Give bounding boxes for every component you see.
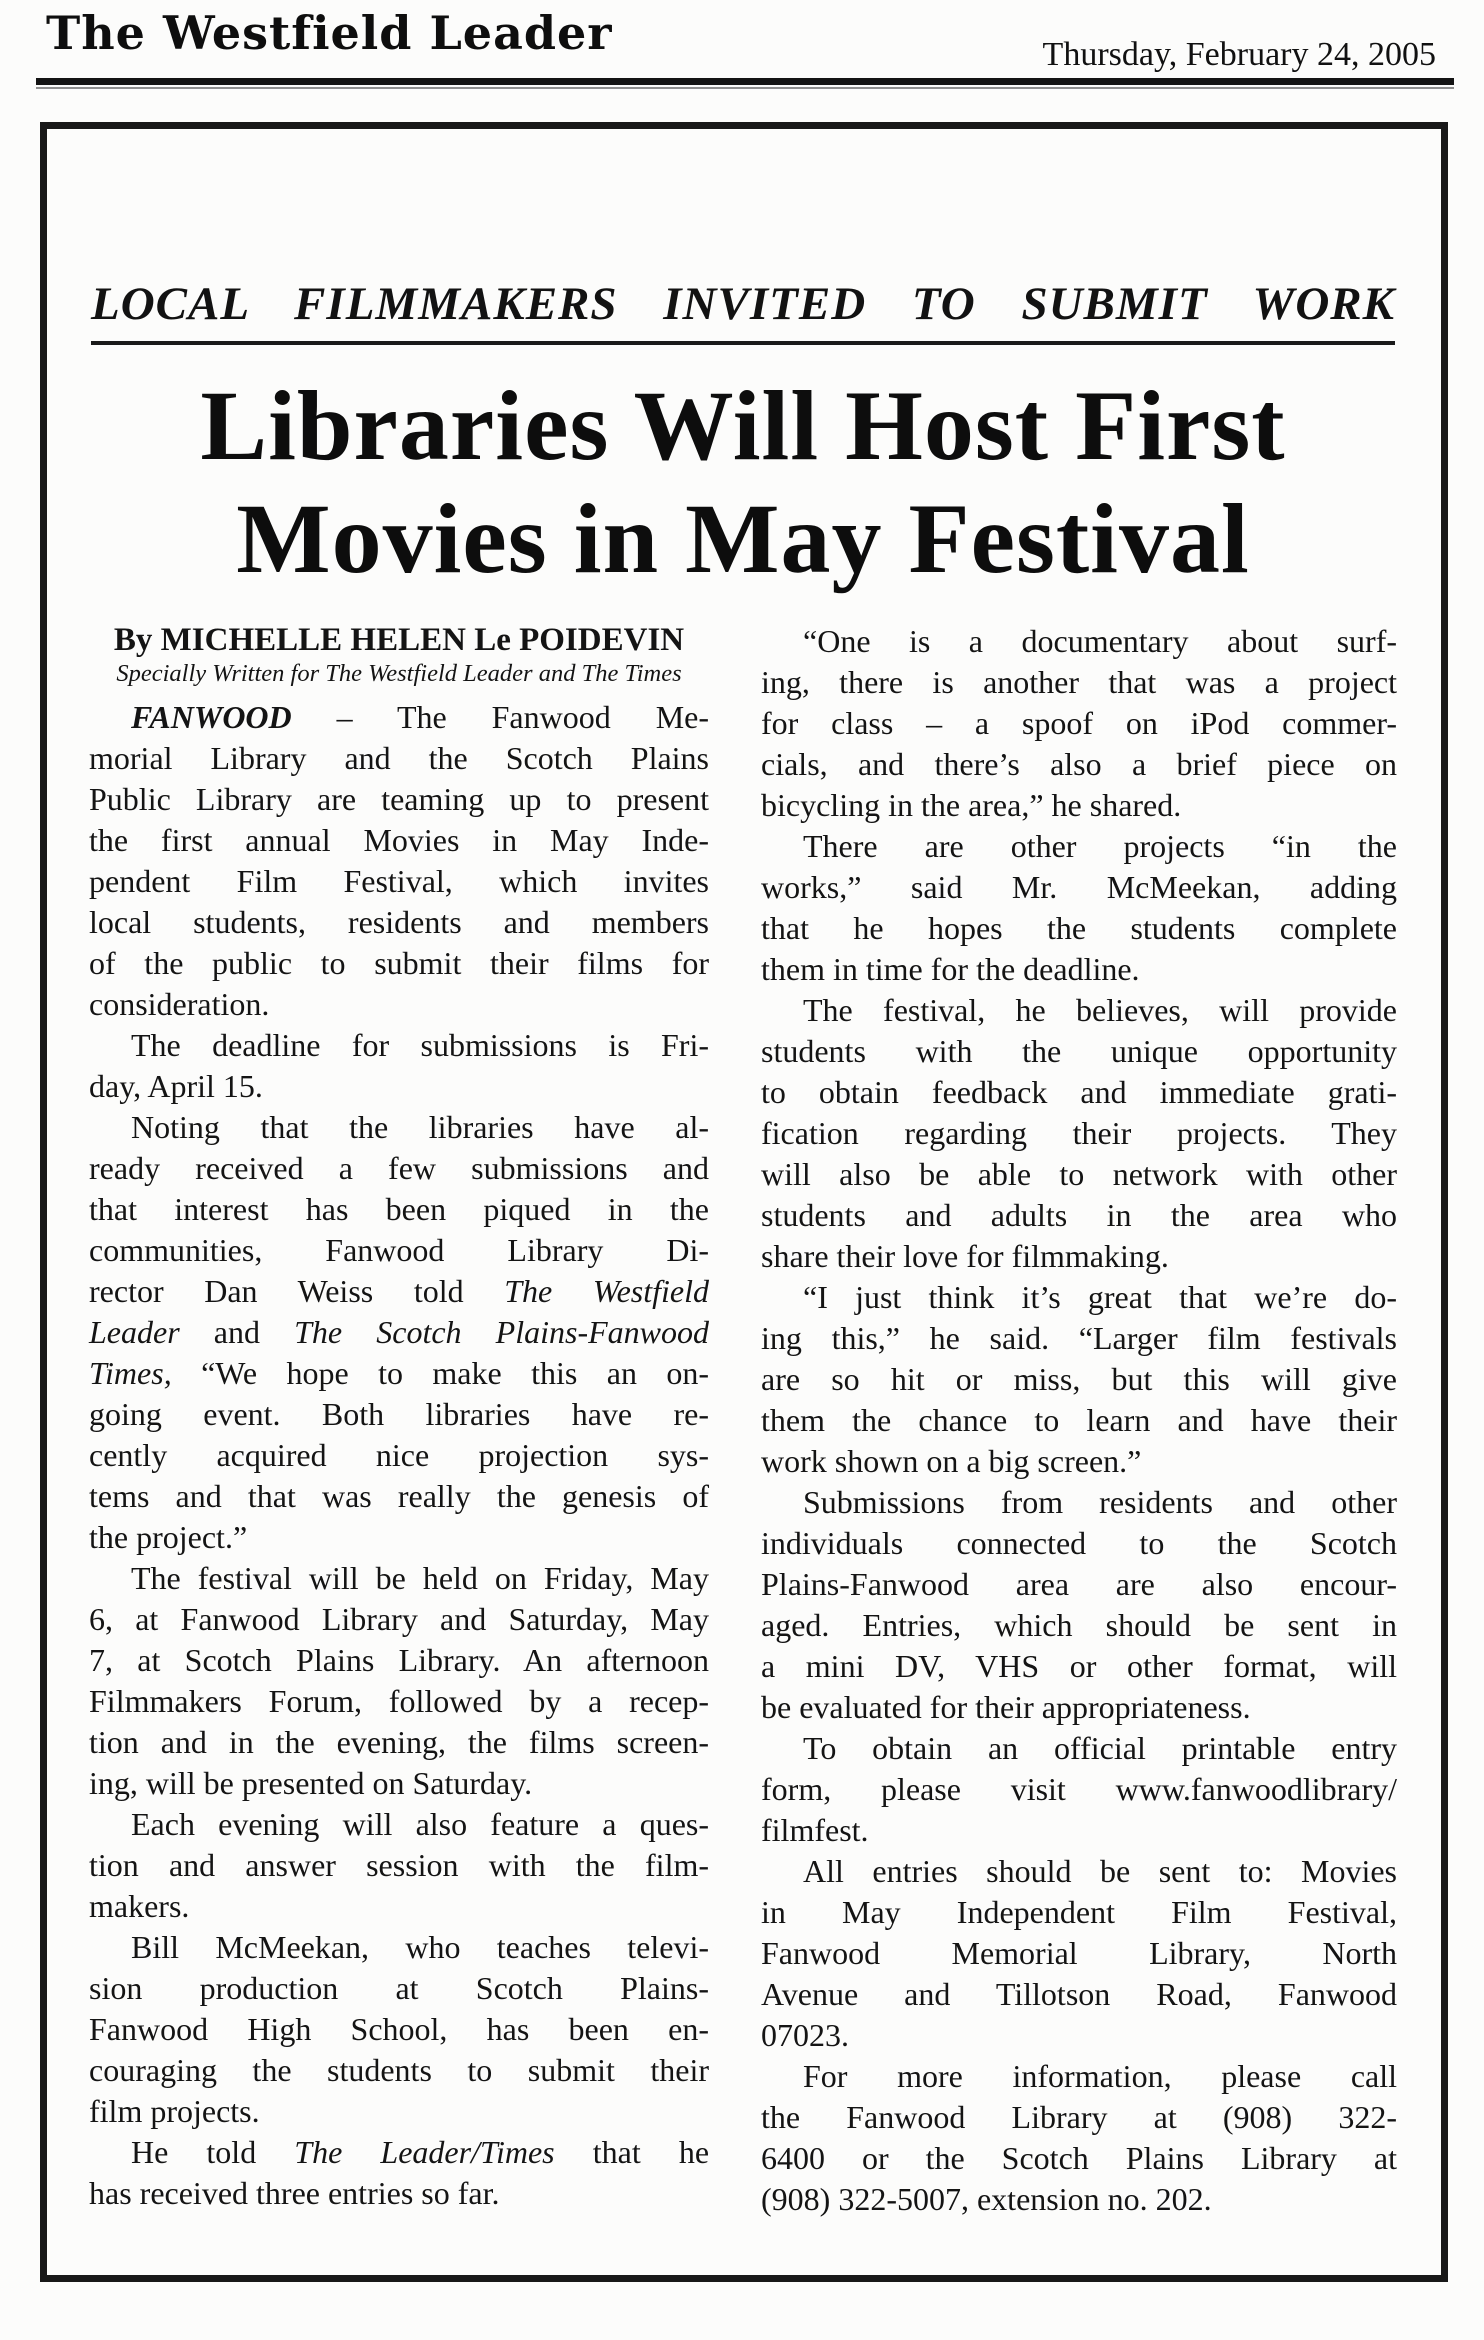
- article-line: There are other projects “in the: [803, 828, 1397, 864]
- article-paragraph: [761, 1482, 1397, 1728]
- article-line: The festival will be held on Friday, May: [131, 1560, 709, 1596]
- article-line: aged. Entries, which should be sent in: [761, 1607, 1397, 1643]
- article-line: Noting that the libraries have al-: [131, 1109, 709, 1145]
- issue-date: Thursday, February 24, 2005: [1042, 36, 1436, 73]
- article-paragraph: [761, 990, 1397, 1277]
- article-line: 6400 or the Scotch Plains Library at: [761, 2140, 1397, 2176]
- article-line: in May Independent Film Festival,: [761, 1894, 1397, 1930]
- article-line: bicycling in the area,” he shared.: [761, 787, 1182, 823]
- article-line: Filmmakers Forum, followed by a recep-: [89, 1683, 709, 1719]
- article-line: local students, residents and members: [89, 904, 709, 940]
- right-column-paragraphs: [761, 621, 1397, 2220]
- headline-line-1: Libraries Will Host First: [200, 370, 1286, 481]
- article-line: “One is a documentary about surf-: [803, 623, 1397, 659]
- article-line: All entries should be sent to: Movies: [803, 1853, 1397, 1889]
- right-column: [761, 621, 1397, 2220]
- article-paragraph: [89, 1025, 709, 1107]
- article-line: filmfest.: [761, 1812, 869, 1848]
- article-line: will also be able to network with other: [761, 1156, 1397, 1192]
- article-line: ing this,” he said. “Larger film festivals: [761, 1320, 1397, 1356]
- article-line: He told The Leader/Times that he: [131, 2134, 710, 2170]
- article-line: a mini DV, VHS or other format, will: [761, 1648, 1397, 1684]
- article-line: Fanwood High School, has been en-: [89, 2011, 709, 2047]
- article-line: Public Library are teaming up to present: [89, 781, 709, 817]
- byline: By MICHELLE HELEN Le POIDEVIN: [113, 622, 685, 658]
- article-line: Times, “We hope to make this an on-: [89, 1355, 709, 1391]
- article-paragraph: [761, 621, 1397, 826]
- headline-line-2: Movies in May Festival: [236, 483, 1250, 594]
- article-box: [40, 122, 1448, 2282]
- masthead-title: The Westfield Leader: [46, 6, 613, 60]
- kicker-headline: LOCAL FILMMAKERS INVITED TO SUBMIT WORK: [91, 277, 1395, 345]
- article-paragraph: [761, 826, 1397, 990]
- article-line: day, April 15.: [89, 1068, 263, 1104]
- article-line: has received three entries so far.: [89, 2175, 500, 2211]
- article-line: cently acquired nice projection sys-: [89, 1437, 709, 1473]
- article-line: The deadline for submissions is Fri-: [131, 1027, 709, 1063]
- article-paragraph: [89, 1804, 709, 1927]
- article-paragraph: [89, 1927, 709, 2132]
- left-column: [89, 621, 709, 2220]
- article-paragraph: [761, 1277, 1397, 1482]
- article-paragraph: [761, 2056, 1397, 2220]
- article-line: of the public to submit their films for: [89, 945, 709, 981]
- article-line: fication regarding their projects. They: [761, 1115, 1397, 1151]
- article-line: tems and that was really the genesis of: [89, 1478, 709, 1514]
- article-line: (908) 322-5007, extension no. 202.: [761, 2181, 1212, 2217]
- article-line: 7, at Scotch Plains Library. An afternoon: [89, 1642, 709, 1678]
- byline-tagline: Specially Written for The Westfield Leader and The Times: [116, 660, 682, 687]
- article-line: for class – a spoof on iPod commer-: [761, 705, 1397, 741]
- article-line: works,” said Mr. McMeekan, adding: [761, 869, 1397, 905]
- article-paragraph: [89, 1558, 709, 1804]
- article-line: ing, will be presented on Saturday.: [89, 1765, 533, 1801]
- article-line: Fanwood Memorial Library, North: [761, 1935, 1397, 1971]
- article-line: morial Library and the Scotch Plains: [89, 740, 709, 776]
- article-line: them the chance to learn and have their: [761, 1402, 1397, 1438]
- article-line: individuals connected to the Scotch: [761, 1525, 1397, 1561]
- article-line: 6, at Fanwood Library and Saturday, May: [89, 1601, 709, 1637]
- article-line: ready received a few submissions and: [89, 1150, 709, 1186]
- article-line: Submissions from residents and other: [803, 1484, 1397, 1520]
- article-line: form, please visit www.fanwoodlibrary/: [761, 1771, 1397, 1807]
- article-line: sion production at Scotch Plains-: [89, 1970, 709, 2006]
- article-line: FANWOOD – The Fanwood Me-: [131, 699, 709, 735]
- article-line: that interest has been piqued in the: [89, 1191, 709, 1227]
- article-line: film projects.: [89, 2093, 260, 2129]
- main-headline: [89, 369, 1397, 595]
- article-line: consideration.: [89, 986, 270, 1022]
- article-line: The festival, he believes, will provide: [803, 992, 1397, 1028]
- article-line: the project.”: [89, 1519, 248, 1555]
- article-line: share their love for filmmaking.: [761, 1238, 1169, 1274]
- article-line: to obtain feedback and immediate grati-: [761, 1074, 1397, 1110]
- article-line: cials, and there’s also a brief piece on: [761, 746, 1397, 782]
- article-line: going event. Both libraries have re-: [89, 1396, 709, 1432]
- article-line: Bill McMeekan, who teaches televi-: [131, 1929, 709, 1965]
- article-line: the first annual Movies in May Inde-: [89, 822, 709, 858]
- article-line: Avenue and Tillotson Road, Fanwood: [761, 1976, 1397, 2012]
- article-line: For more information, please call: [803, 2058, 1397, 2094]
- article-line: ing, there is another that was a project: [761, 664, 1397, 700]
- article-columns: [89, 621, 1397, 2220]
- article-line: rector Dan Weiss told The Westfield: [89, 1273, 710, 1309]
- article-paragraph: [761, 1728, 1397, 1851]
- article-line: pendent Film Festival, which invites: [89, 863, 709, 899]
- article-line: are so hit or miss, but this will give: [761, 1361, 1397, 1397]
- article-paragraph: [761, 1851, 1397, 2056]
- article-line: To obtain an official printable entry: [803, 1730, 1397, 1766]
- header-divider-rule: [36, 78, 1454, 89]
- article-line: 07023.: [761, 2017, 849, 2053]
- article-line: students with the unique opportunity: [761, 1033, 1397, 1069]
- left-column-paragraphs: [89, 697, 709, 2214]
- article-line: tion and answer session with the film-: [89, 1847, 709, 1883]
- article-line: students and adults in the area who: [761, 1197, 1397, 1233]
- article-line: tion and in the evening, the films screen-: [89, 1724, 709, 1760]
- article-line: couraging the students to submit their: [89, 2052, 709, 2088]
- article-line: Plains-Fanwood area are also encour-: [761, 1566, 1397, 1602]
- article-line: makers.: [89, 1888, 190, 1924]
- article-line: them in time for the deadline.: [761, 951, 1140, 987]
- article-line: communities, Fanwood Library Di-: [89, 1232, 709, 1268]
- article-line: Leader and The Scotch Plains-Fanwood: [89, 1314, 710, 1350]
- page-header: [0, 0, 1484, 88]
- article-paragraph: [89, 1107, 709, 1558]
- article-line: “I just think it’s great that we’re do-: [803, 1279, 1397, 1315]
- article-paragraph: [89, 697, 709, 1025]
- article-paragraph: [89, 2132, 709, 2214]
- article-line: work shown on a big screen.”: [761, 1443, 1142, 1479]
- article-line: Each evening will also feature a ques-: [131, 1806, 709, 1842]
- article-line: that he hopes the students complete: [761, 910, 1397, 946]
- article-line: the Fanwood Library at (908) 322-: [761, 2099, 1397, 2135]
- article-line: be evaluated for their appropriateness.: [761, 1689, 1251, 1725]
